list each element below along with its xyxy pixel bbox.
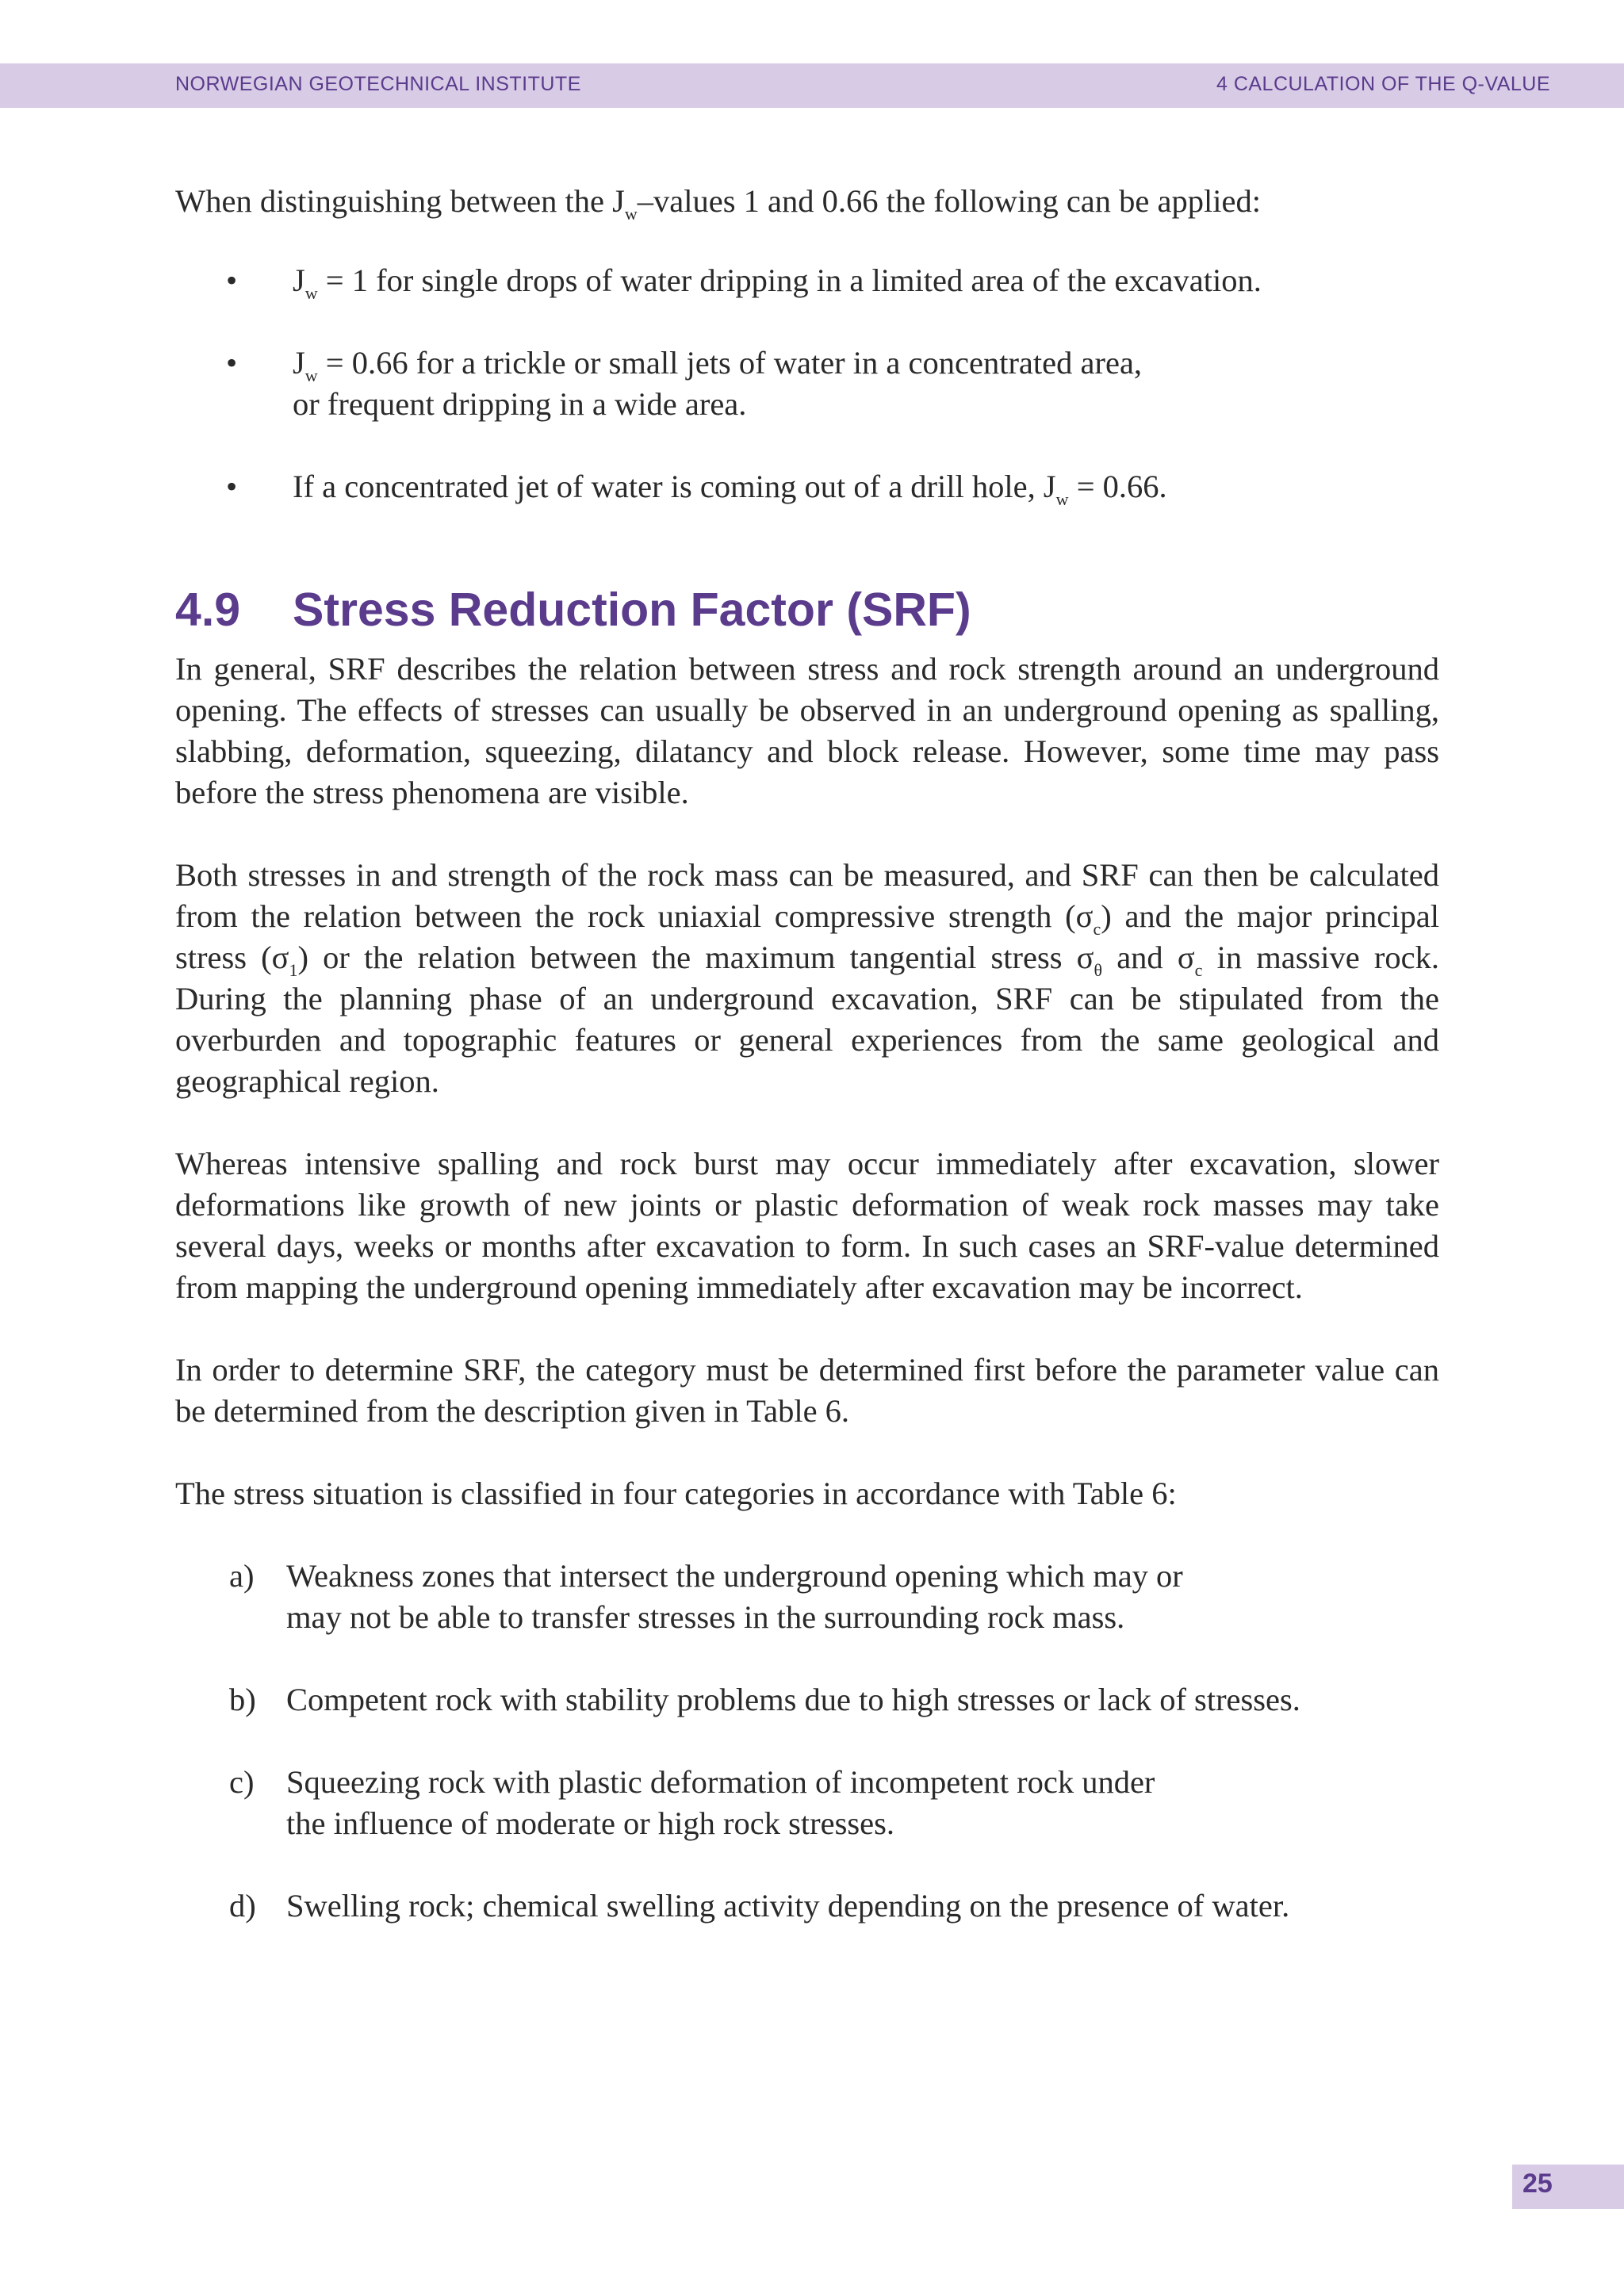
bullet-dot: • [226,469,238,504]
category-letter: a) [229,1558,255,1594]
bullet-dot: • [226,262,238,298]
paragraph-srf-category: In order to determine SRF, the category must be determined first before the parameter value can be determined from the description given in Table 6. [175,1352,1439,1429]
page-content [175,181,1439,1968]
category-item: d) Swelling rock; chemical swelling activity depending on the presence of water. [175,1885,1439,1927]
category-item: b) Competent rock with stability problems due to high stresses or lack of stresses. [175,1679,1439,1721]
category-item: c) Squeezing rock with plastic deformation of incompetent rock under the influence of moderate or high rock stresses. [175,1762,1439,1844]
paragraph-srf-measurement: Both stresses in and strength of the rock mass can be measured, and SRF can then be calculated from the relation between the rock uniaxial compressive strength $(\sigma_c)$ and the major principal stress $(\sigma_1)$ or the relation between the maximum tangential stress $\sigma_\theta$ and $\sigma_c$ in massive rock. During the planning phase of an underground excavation, SRF can be stipulated from the overburden and topographic features or general experiences from the same geological and geographical region. [175,857,1439,1099]
category-letter: b) [229,1682,256,1717]
intro-paragraph: When distinguishing between the $J_w$–values 1 and 0.66 the following can be applied: [175,183,1261,224]
section-heading [175,582,1439,637]
category-letter: d) [229,1888,256,1924]
paragraph-srf-general: In general, SRF describes the relation between stress and rock strength around an underground opening. The effects of stresses can usually be observed in an underground opening as spalling, slabbing, deformation, squeezing, dilatancy and block release. However, some time may pass before the stress phenomena are visible. [175,651,1439,810]
paragraph-stress-categories: The stress situation is classified in four categories in accordance with Table 6: [175,1476,1177,1511]
bullet-dot: • [226,345,238,381]
category-letter: c) [229,1764,255,1800]
bullet-item: • $J_w = 0.66$ for a trickle or small jets of water in a concentrated area, or frequent dripping in a wide area. [175,343,1439,425]
bullet-item: • If a concentrated jet of water is coming out of a drill hole, $J_w = 0.66$. [175,466,1439,507]
page-number: 25 [1522,2169,1553,2199]
header-chapter: 4 CALCULATION OF THE Q-VALUE [1216,73,1550,95]
bullet-item: • $J_w = 1$ for single drops of water dripping in a limited area of the excavation. [175,260,1439,301]
section-title: Stress Reduction Factor (SRF) [293,584,971,636]
section-number: 4.9 [175,584,241,636]
category-item: a) Weakness zones that intersect the underground opening which may or may not be able to transfer stresses in the surrounding rock mass. [175,1556,1439,1638]
header-institute: NORWEGIAN GEOTECHNICAL INSTITUTE [175,73,581,95]
paragraph-srf-timing: Whereas intensive spalling and rock burst may occur immediately after excavation, slower deformations like growth of new joints or plastic deformation of weak rock masses may take several days, weeks or months after excavation to form. In such cases an SRF-value determined from mapping the underground opening immediately after excavation may be incorrect. [175,1146,1439,1305]
